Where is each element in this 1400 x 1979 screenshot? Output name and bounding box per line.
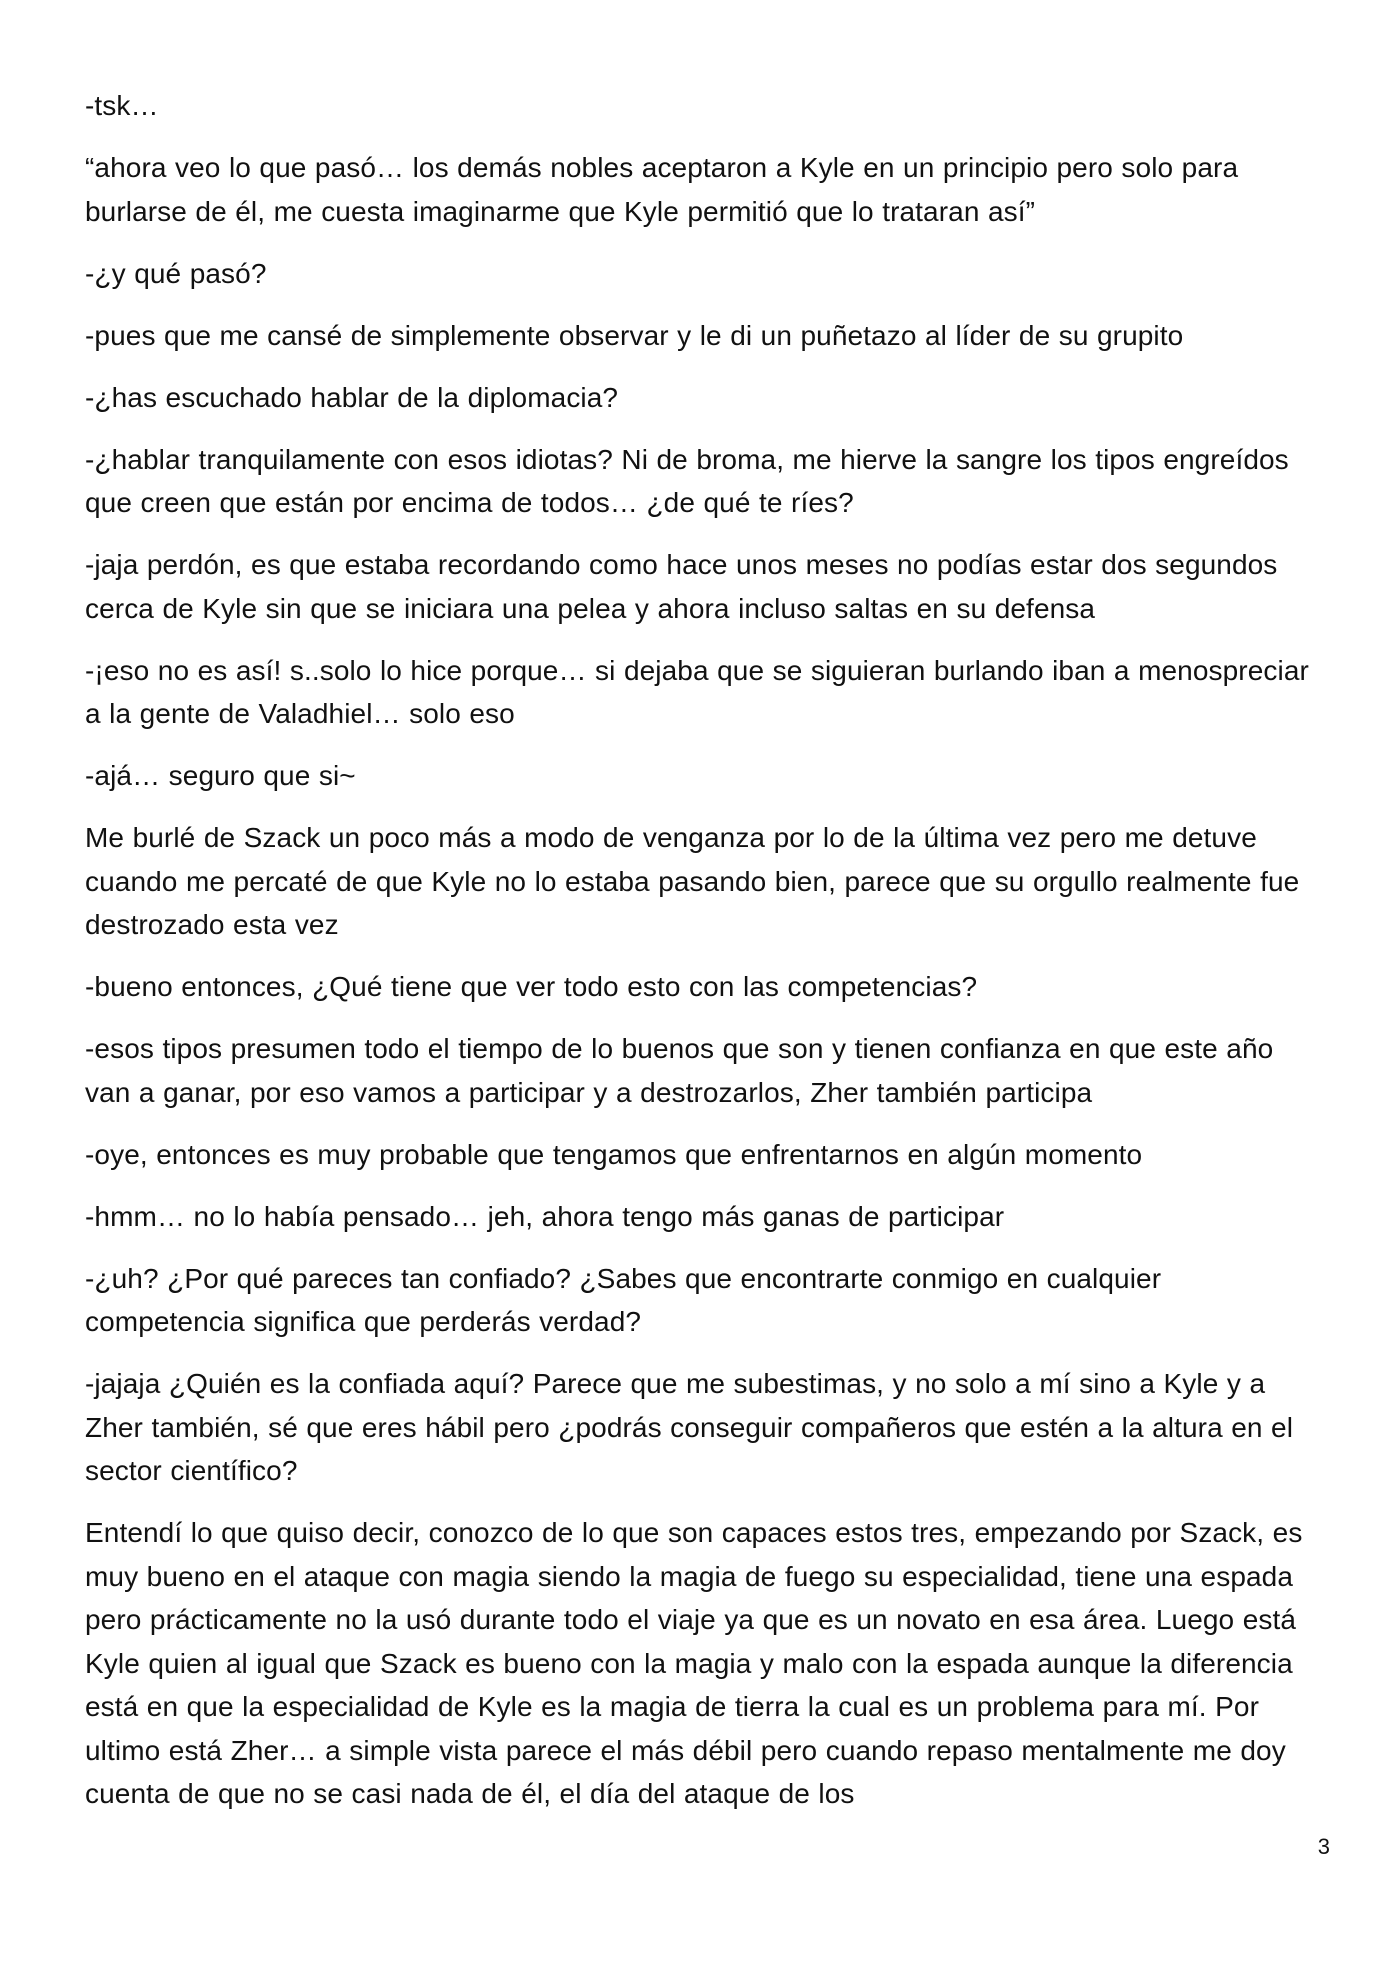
paragraph: Me burlé de Szack un poco más a modo de venganza por lo de la última vez pero me detuve cuando me percaté de que Kyle no lo estaba pasando bien, parece que su orgullo realmente fue destrozado esta vez	[85, 822, 1300, 940]
document-body	[85, 84, 1325, 1834]
paragraph: -bueno entonces, ¿Qué tiene que ver todo esto con las competencias?	[85, 971, 978, 1002]
paragraph: -pues que me cansé de simplemente observar y le di un puñetazo al líder de su grupito	[85, 319, 1184, 351]
page-number: 3	[1317, 1834, 1330, 1859]
paragraph: Entendí lo que quiso decir, conozco de lo que son capaces estos tres, empezando por Szack, es muy bueno en el ataque con magia siendo la magia de fuego su especialidad, tiene una espada pero prácticamente no la usó durante todo el viaje ya que es un novato en esa área. Luego está Kyle quien al igual que Szack es bueno con la magia y malo con la espada aunque la diferencia está en que la especialidad de Kyle es la magia de tierra la cual es un problema para mí. Por ultimo está Zher… a simple vista parece el más débil pero cuando repaso mentalmente me doy cuenta de que no se casi nada de él, el día del ataque de los	[85, 1517, 1303, 1809]
paragraph: -esos tipos presumen todo el tiempo de lo buenos que son y tienen confianza en que este año van a ganar, por eso vamos a participar y a destrozarlos, Zher también participa	[85, 1033, 1274, 1108]
paragraph: -¿uh? ¿Por qué pareces tan confiado? ¿Sabes que encontrarte conmigo en cualquier competencia significa que perderás verdad?	[85, 1262, 1162, 1337]
paragraph: -¿has escuchado hablar de la diplomacia?	[85, 381, 619, 413]
paragraph: “ahora veo lo que pasó… los demás nobles aceptaron a Kyle en un principio pero solo para burlarse de él, me cuesta imaginarme que Kyle permitió que lo trataran así”	[85, 152, 1239, 227]
paragraph: -tsk…	[85, 90, 159, 121]
paragraph: -hmm… no lo había pensado… jeh, ahora tengo más ganas de participar	[85, 1200, 1005, 1232]
paragraph: -ajá… seguro que si~	[85, 760, 356, 791]
paragraph: -¿y qué pasó?	[85, 257, 267, 289]
paragraph: -jajaja ¿Quién es la confiada aquí? Parece que me subestimas, y no solo a mí sino a Kyle y a Zher también, sé que eres hábil pero ¿podrás conseguir compañeros que estén a la altura en el sector científico?	[85, 1368, 1294, 1486]
paragraph: -oye, entonces es muy probable que tengamos que enfrentarnos en algún momento	[85, 1138, 1143, 1170]
paragraph: -¡eso no es así! s..solo lo hice porque… si dejaba que se siguieran burlando iban a menospreciar a la gente de Valadhiel… solo eso	[85, 654, 1309, 729]
paragraph: -¿hablar tranquilamente con esos idiotas? Ni de broma, me hierve la sangre los tipos engreídos que creen que están por encima de todos… ¿de qué te ríes?	[85, 443, 1289, 518]
paragraph: -jaja perdón, es que estaba recordando como hace unos meses no podías estar dos segundos cerca de Kyle sin que se iniciara una pelea y ahora incluso saltas en su defensa	[85, 549, 1278, 624]
